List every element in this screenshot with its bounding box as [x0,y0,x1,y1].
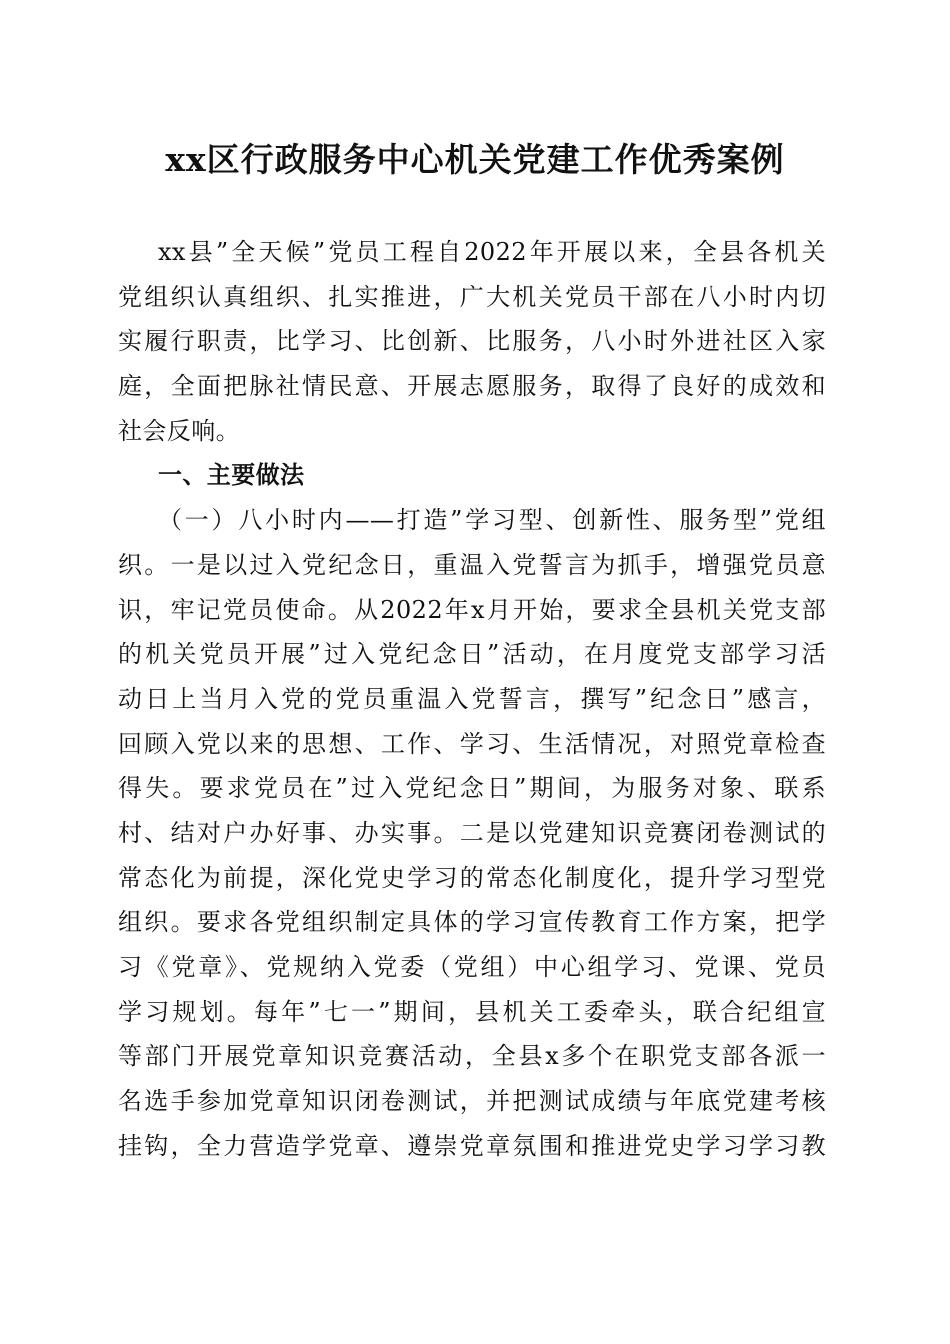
section-heading: 一、主要做法 [158,461,305,490]
paragraph-line: xx县”全天候”党员工程自2022年开展以来，全县各机关 [158,238,826,266]
document-body [118,230,826,1168]
paragraph-line: 庭，全面把脉社情民意、开展志愿服务，取得了良好的成效和 [118,372,826,401]
paragraph-line: 名选手参加党章知识闭卷测试，并把测试成绩与年底党建考核 [118,1087,826,1116]
document-title: xx区行政服务中心机关党建工作优秀案例 [165,140,785,179]
paragraph-line: （一）八小时内——打造”学习型、创新性、服务型”党组 [158,506,826,535]
paragraph-line: 常态化为前提，深化党史学习的常态化制度化，提升学习型党 [118,863,826,892]
paragraph-line: 织。一是以过入党纪念日，重温入党誓言为抓手，增强党员意 [118,550,826,579]
paragraph-line: 等部门开展党章知识竞赛活动，全县x多个在职党支部各派一 [118,1042,826,1071]
paragraph-line: 实履行职责，比学习、比创新、比服务，八小时外进社区入家 [118,327,826,356]
paragraph-line: 习《党章》、党规纳入党委（党组）中心组学习、党课、党员 [118,953,826,981]
paragraph-line: 回顾入党以来的思想、工作、学习、生活情况，对照党章检查 [118,729,826,758]
paragraph-line: 村、结对户办好事、办实事。二是以党建知识竞赛闭卷测试的 [118,818,826,847]
paragraph-line: 学习规划。每年”七一”期间，县机关工委牵头，联合纪组宣 [118,997,826,1026]
paragraph-line: 社会反响。 [118,416,240,445]
paragraph-line: 识，牢记党员使命。从2022年x月开始，要求全县机关党支部 [118,595,826,624]
paragraph-line: 挂钩，全力营造学党章、遵崇党章氛围和推进党史学习学习教 [118,1131,826,1160]
paragraph-line: 的机关党员开展”过入党纪念日”活动，在月度党支部学习活 [118,640,826,669]
paragraph-line: 党组织认真组织、扎实推进，广大机关党员干部在八小时内切 [118,282,826,311]
paragraph-line: 组织。要求各党组织制定具体的学习宣传教育工作方案，把学 [118,908,826,937]
paragraph-line: 动日上当月入党的党员重温入党誓言，撰写”纪念日”感言， [118,684,826,713]
paragraph-line: 得失。要求党员在”过入党纪念日”期间，为服务对象、联系 [118,774,826,803]
